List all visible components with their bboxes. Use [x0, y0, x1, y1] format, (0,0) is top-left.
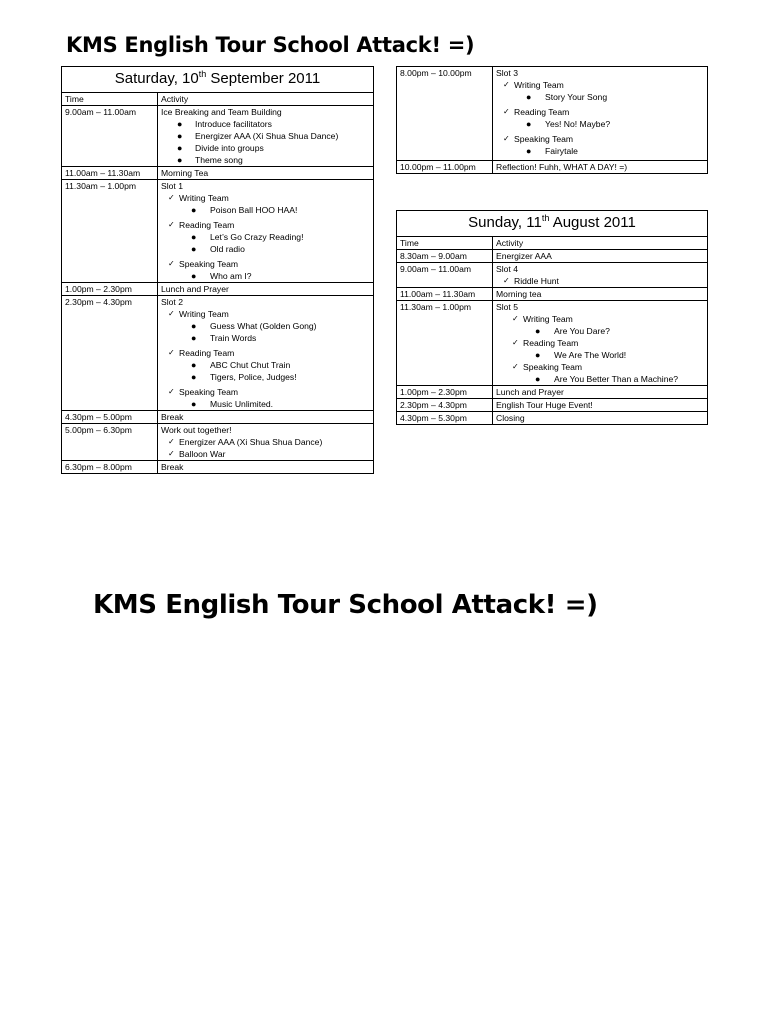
table-row: [62, 106, 374, 167]
table-row: [397, 412, 708, 425]
sunday-schedule-table: [396, 210, 708, 425]
time-cell: 5.00pm – 6.30pm: [62, 424, 158, 461]
activity-cell: Morning tea: [493, 288, 708, 301]
activity-header: Activity: [493, 237, 708, 250]
time-cell: 11.00am – 11.30am: [62, 167, 158, 180]
activity-cell: [158, 106, 374, 167]
list-item: ● Train Words: [191, 333, 257, 343]
team-item-speaking: ✓ Speaking Team: [503, 134, 574, 144]
team-item-reading: ✓ Reading Team: [512, 338, 579, 348]
bullet-icon: ●: [526, 92, 532, 102]
activity-cell: Energizer AAA: [493, 250, 708, 263]
check-icon: ✓: [503, 107, 510, 116]
list-item: ● Divide into groups: [177, 143, 264, 153]
team-item-reading: ✓ Reading Team: [168, 348, 235, 358]
list-item: ● Music Unlimited.: [191, 399, 274, 409]
table-row: [397, 386, 708, 399]
list-item: ● Are You Better Than a Machine?: [535, 374, 679, 384]
list-item: ● Old radio: [191, 244, 245, 254]
list-item: ✓ Energizer AAA (Xi Shua Shua Dance): [168, 437, 323, 447]
check-icon: ✓: [168, 348, 175, 357]
bullet-icon: ●: [535, 326, 541, 336]
team-list: [161, 192, 370, 282]
time-cell: 4.30pm – 5.30pm: [397, 412, 493, 425]
check-icon: ✓: [503, 80, 510, 89]
table-row: [62, 296, 374, 411]
saturday-schedule-table: [61, 66, 374, 474]
table-row: [62, 180, 374, 283]
team-item-writing: ✓ Writing Team: [512, 314, 573, 324]
list-item: ● Let’s Go Crazy Reading!: [191, 232, 304, 242]
bullet-icon: ●: [526, 146, 532, 156]
activity-sublist: [496, 275, 704, 287]
table-row: [62, 424, 374, 461]
check-icon: ✓: [512, 338, 519, 347]
bullet-icon: ●: [177, 143, 183, 153]
document-title-repeat: KMS English Tour School Attack! =): [93, 590, 598, 620]
activity-label: Ice Breaking and Team Building: [161, 107, 282, 117]
check-icon: ✓: [503, 276, 510, 285]
activity-sublist: [161, 118, 370, 166]
time-cell: 11.30am – 1.00pm: [397, 301, 493, 386]
list-item: ✓ Balloon War: [168, 449, 226, 459]
activity-cell: Morning Tea: [158, 167, 374, 180]
time-cell: 4.30pm – 5.00pm: [62, 411, 158, 424]
team-item-speaking: ✓ Speaking Team: [168, 259, 239, 269]
time-header: Time: [397, 237, 493, 250]
table-row: [397, 288, 708, 301]
activity-cell: Break: [158, 461, 374, 474]
bullet-icon: ●: [535, 374, 541, 384]
time-cell: 11.00am – 11.30am: [397, 288, 493, 301]
table-row: [397, 399, 708, 412]
team-item-speaking: ✓ Speaking Team: [512, 362, 583, 372]
team-list: [496, 313, 704, 385]
check-icon: ✓: [503, 134, 510, 143]
time-cell: 10.00pm – 11.00pm: [397, 161, 493, 174]
activity-label: Slot 2: [161, 297, 183, 307]
activity-cell: English Tour Huge Event!: [493, 399, 708, 412]
activity-label: Slot 3: [496, 68, 518, 78]
team-list: [161, 308, 370, 410]
bullet-icon: ●: [177, 155, 183, 165]
list-item: ● Fairytale: [526, 146, 578, 156]
time-cell: 9.00am – 11.00am: [397, 263, 493, 288]
check-icon: ✓: [512, 362, 519, 371]
table-row: [397, 301, 708, 386]
activity-label: Slot 5: [496, 302, 518, 312]
activity-cell: [493, 263, 708, 288]
check-icon: ✓: [168, 309, 175, 318]
activity-label: Work out together!: [161, 425, 232, 435]
bullet-icon: ●: [177, 119, 183, 129]
list-item: ● Yes! No! Maybe?: [526, 119, 611, 129]
check-icon: ✓: [168, 220, 175, 229]
table-row: [62, 461, 374, 474]
list-item: ● We Are The World!: [535, 350, 627, 360]
bullet-icon: ●: [191, 399, 197, 409]
table-row: [397, 250, 708, 263]
team-item-writing: ✓ Writing Team: [168, 193, 229, 203]
evening-schedule-table: [396, 66, 708, 174]
activity-cell: [158, 424, 374, 461]
bullet-icon: ●: [191, 232, 197, 242]
bullet-icon: ●: [191, 360, 197, 370]
bullet-icon: ●: [535, 350, 541, 360]
table-row: [62, 283, 374, 296]
activity-sublist: [161, 436, 370, 460]
bullet-icon: ●: [191, 244, 197, 254]
time-cell: 2.30pm – 4.30pm: [397, 399, 493, 412]
list-item: ● Introduce facilitators: [177, 119, 272, 129]
check-icon: ✓: [168, 387, 175, 396]
saturday-day-heading: Saturday, 10th September 2011: [62, 67, 374, 93]
time-cell: 2.30pm – 4.30pm: [62, 296, 158, 411]
activity-cell: Reflection! Fuhh, WHAT A DAY! =): [493, 161, 708, 174]
table-header-row: [62, 93, 374, 106]
team-item-speaking: ✓ Speaking Team: [168, 387, 239, 397]
check-icon: ✓: [512, 314, 519, 323]
list-item: ● Energizer AAA (Xi Shua Shua Dance): [177, 131, 339, 141]
activity-cell: Lunch and Prayer: [158, 283, 374, 296]
bullet-icon: ●: [526, 119, 532, 129]
bullet-icon: ●: [191, 372, 197, 382]
time-cell: 1.00pm – 2.30pm: [62, 283, 158, 296]
time-cell: 6.30pm – 8.00pm: [62, 461, 158, 474]
team-item-writing: ✓ Writing Team: [503, 80, 564, 90]
team-item-writing: ✓ Writing Team: [168, 309, 229, 319]
team-item-reading: ✓ Reading Team: [168, 220, 235, 230]
time-cell: 8.30am – 9.00am: [397, 250, 493, 263]
activity-label: Slot 1: [161, 181, 183, 191]
activity-header: Activity: [158, 93, 374, 106]
activity-cell: Break: [158, 411, 374, 424]
bullet-icon: ●: [191, 205, 197, 215]
document-title: KMS English Tour School Attack! =): [66, 33, 475, 57]
bullet-icon: ●: [191, 321, 197, 331]
activity-cell: [493, 301, 708, 386]
table-row: [397, 161, 708, 174]
time-cell: 9.00am – 11.00am: [62, 106, 158, 167]
activity-cell: Lunch and Prayer: [493, 386, 708, 399]
time-cell: 8.00pm – 10.00pm: [397, 67, 493, 161]
list-item: ● ABC Chut Chut Train: [191, 360, 291, 370]
time-cell: 11.30am – 1.00pm: [62, 180, 158, 283]
list-item: ● Who am I?: [191, 271, 252, 281]
list-item: ● Poison Ball HOO HAA!: [191, 205, 298, 215]
time-header: Time: [62, 93, 158, 106]
list-item: ● Theme song: [177, 155, 243, 165]
table-row: [62, 167, 374, 180]
team-item-reading: ✓ Reading Team: [503, 107, 570, 117]
activity-cell: [493, 67, 708, 161]
team-list: [496, 79, 704, 160]
table-header-row: [397, 237, 708, 250]
time-cell: 1.00pm – 2.30pm: [397, 386, 493, 399]
activity-cell: Closing: [493, 412, 708, 425]
list-item: ✓ Riddle Hunt: [503, 276, 559, 286]
bullet-icon: ●: [191, 271, 197, 281]
list-item: ● Are You Dare?: [535, 326, 610, 336]
bullet-icon: ●: [191, 333, 197, 343]
list-item: ● Tigers, Police, Judges!: [191, 372, 297, 382]
check-icon: ✓: [168, 437, 175, 446]
table-row: [397, 67, 708, 161]
bullet-icon: ●: [177, 131, 183, 141]
sunday-day-heading: Sunday, 11th August 2011: [397, 211, 708, 237]
table-row: [397, 263, 708, 288]
check-icon: ✓: [168, 193, 175, 202]
check-icon: ✓: [168, 259, 175, 268]
table-row: [62, 411, 374, 424]
check-icon: ✓: [168, 449, 175, 458]
activity-cell: [158, 180, 374, 283]
activity-label: Slot 4: [496, 264, 518, 274]
activity-cell: [158, 296, 374, 411]
list-item: ● Story Your Song: [526, 92, 608, 102]
list-item: ● Guess What (Golden Gong): [191, 321, 317, 331]
